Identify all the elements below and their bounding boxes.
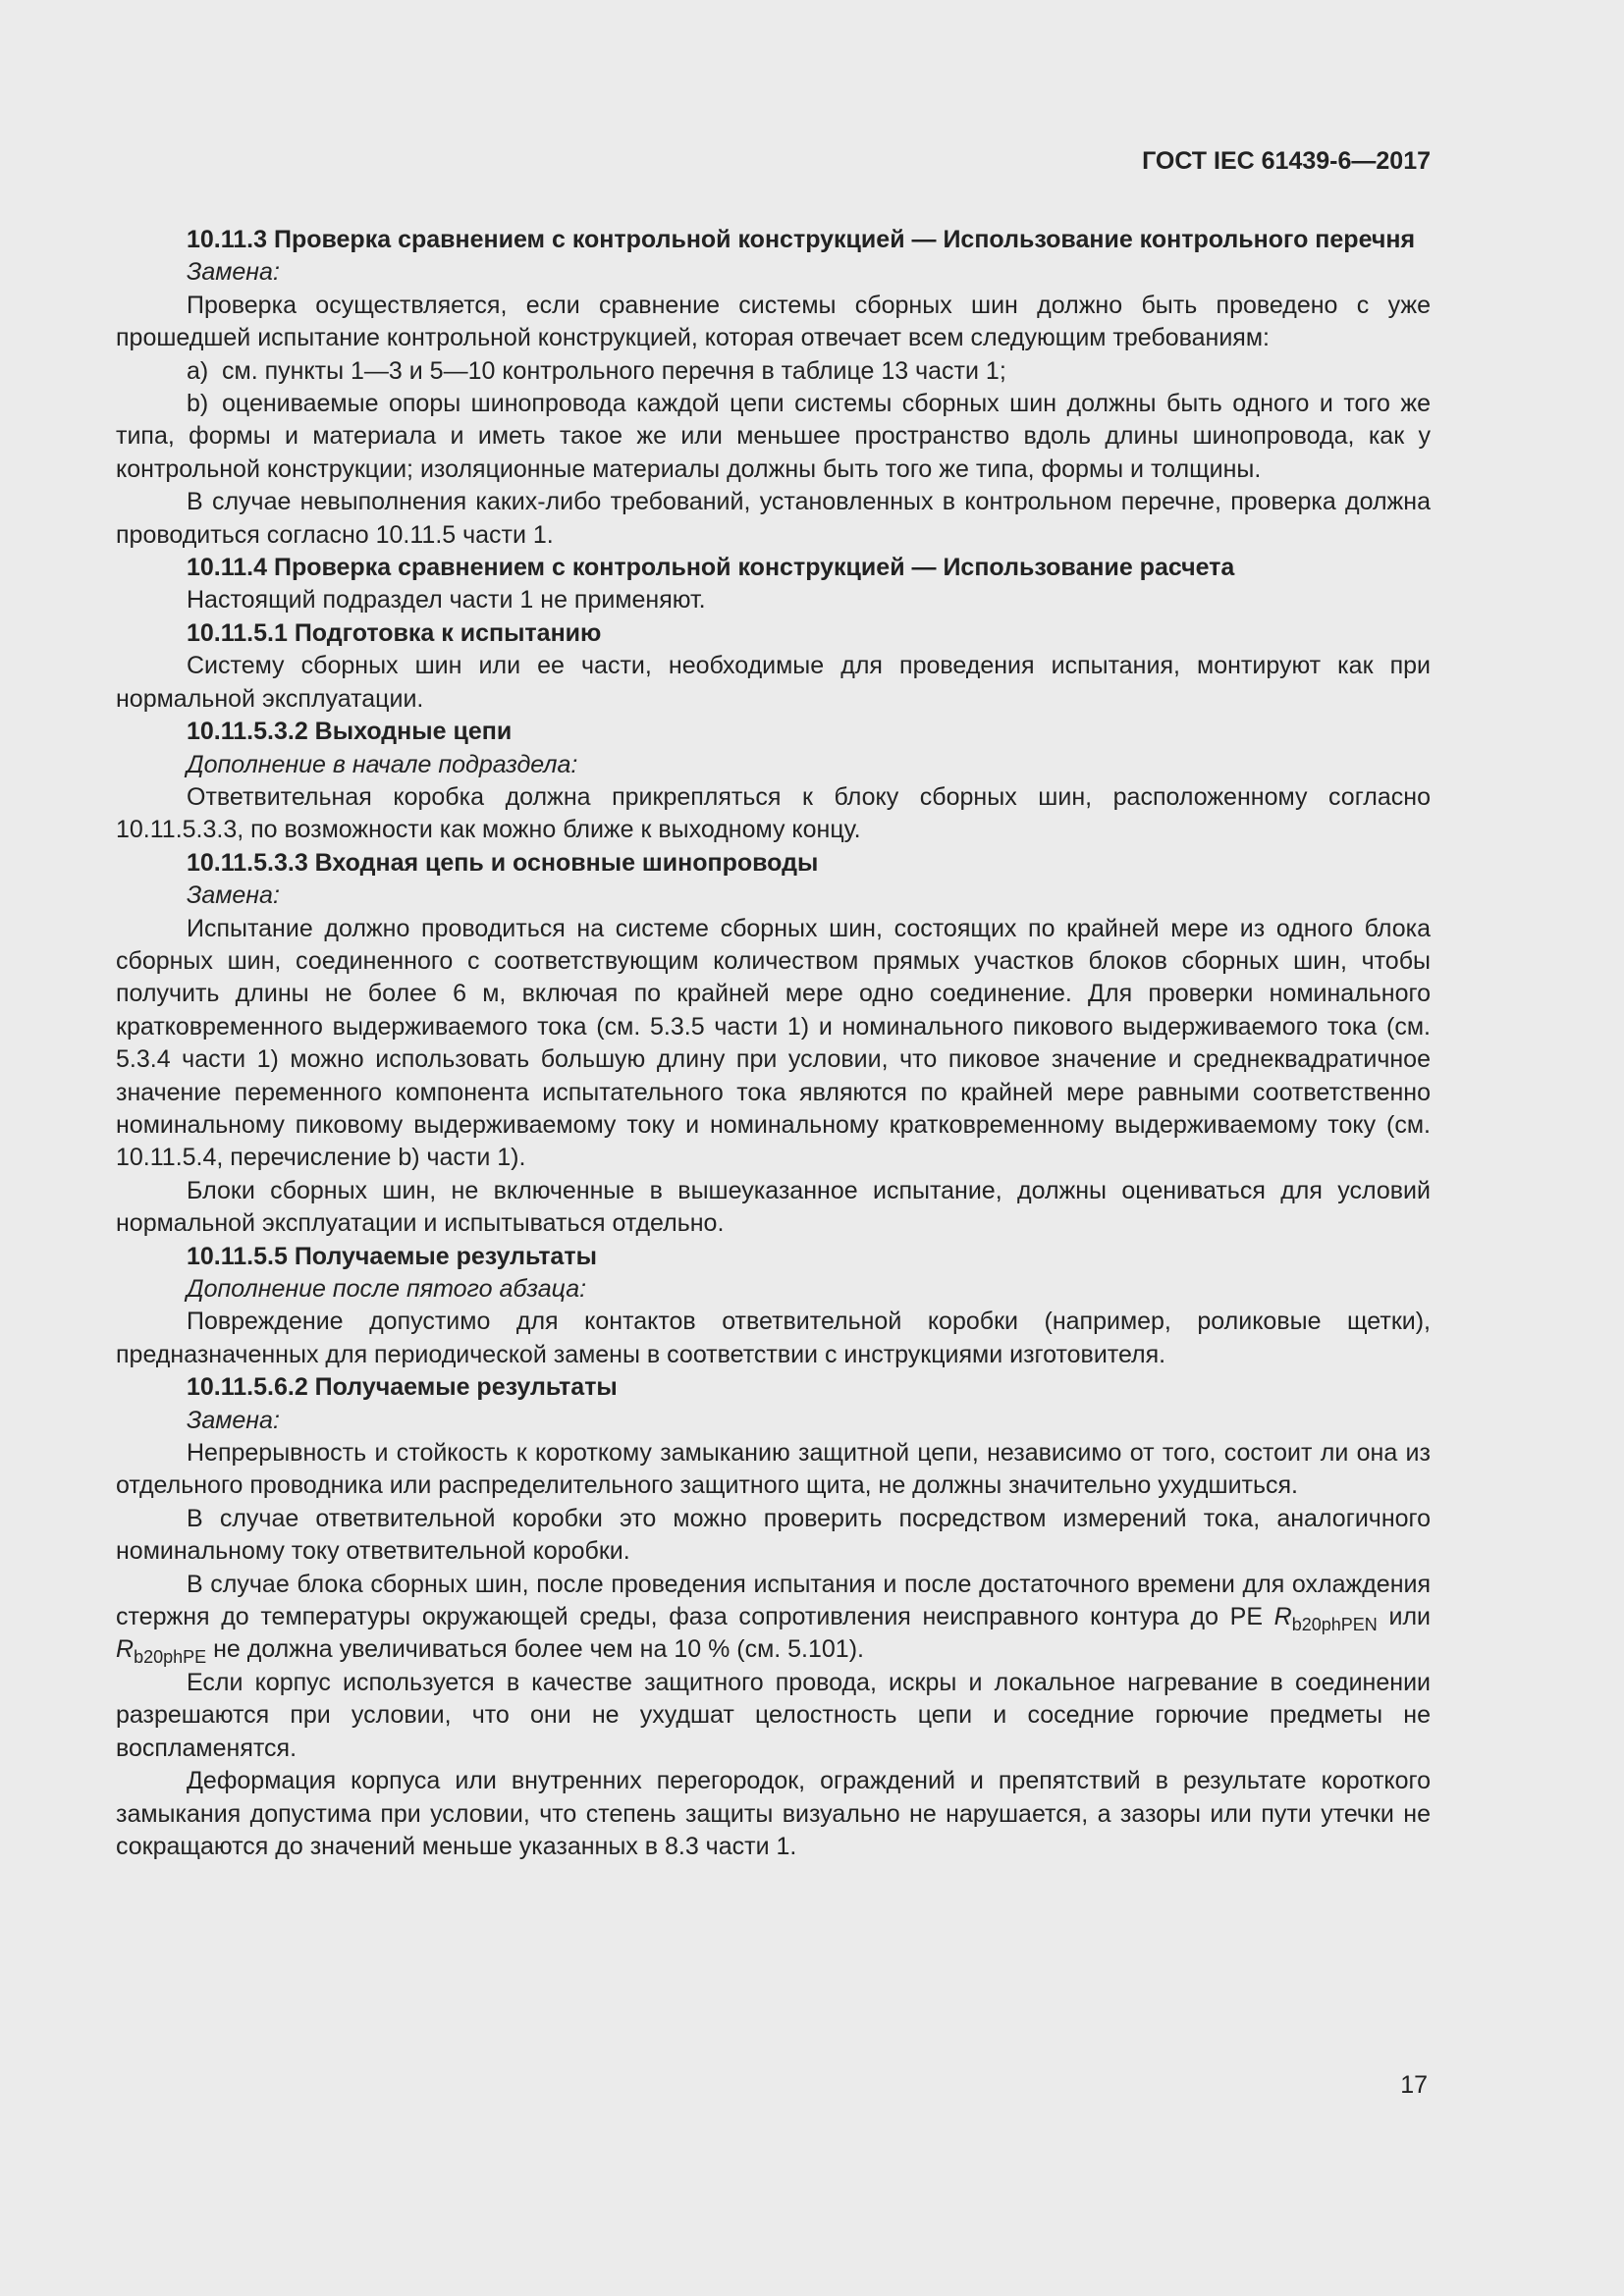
resistance-subscript: b20phPEN bbox=[1291, 1615, 1378, 1635]
page-number: 17 bbox=[1400, 2071, 1428, 2099]
section-note: Дополнение в начале подраздела: bbox=[187, 750, 578, 778]
resistance-symbol: R bbox=[116, 1635, 135, 1664]
resistance-subscript: b20phPE bbox=[134, 1647, 207, 1668]
section-note: Дополнение после пятого абзаца: bbox=[187, 1275, 587, 1303]
paragraph-text: В случае блока сборных шин, после проведения испытания и после достаточного времени для охлаждения стержня до температуры окружающей среды, фаза сопротивления неисправного контура до PE bbox=[116, 1570, 1431, 1631]
list-marker: a) bbox=[187, 356, 209, 385]
section-heading: 10.11.3 Проверка сравнением с контрольной конструкцией — Использование контрольного перечня bbox=[187, 226, 1416, 253]
paragraph: Блоки сборных шин, не включенные в вышеуказанное испытание, должны оцениваться для условий нормальной эксплуатации и испытываться отдельно. bbox=[116, 1176, 1431, 1238]
paragraph bbox=[116, 1569, 1431, 1667]
document-header: ГОСТ IEC 61439-6—2017 bbox=[1142, 147, 1431, 175]
paragraph: Непрерывность и стойкость к короткому замыканию защитной цепи, независимо от того, состоит ли она из отдельного проводника или распределительного защитного щита, не должны значительно ухудшиться. bbox=[116, 1439, 1431, 1500]
paragraph-text: не должна увеличиваться более чем на 10 % (см. 5.101). bbox=[206, 1635, 864, 1664]
section-heading: 10.11.5.3.2 Выходные цепи bbox=[187, 718, 513, 746]
paragraph: Деформация корпуса или внутренних перегородок, ограждений и препятствий в результате короткого замыкания допустима при условии, что степень защиты визуально не нарушается, а зазоры или пути утечки не сокращаются до значений меньше указанных в 8.3 части 1. bbox=[116, 1767, 1431, 1860]
section-heading: 10.11.5.5 Получаемые результаты bbox=[187, 1242, 597, 1270]
section-heading: 10.11.5.1 Подготовка к испытанию bbox=[187, 618, 602, 647]
paragraph: Систему сборных шин или ее части, необходимые для проведения испытания, монтируют как при нормальной эксплуатации. bbox=[116, 652, 1431, 713]
section-heading: 10.11.5.3.3 Входная цепь и основные шинопроводы bbox=[187, 848, 819, 877]
section-note: Замена: bbox=[187, 1406, 280, 1434]
paragraph: В случае ответвительной коробки это можно проверить посредством измерений тока, аналогичного номинальному току ответвительной коробки. bbox=[116, 1504, 1431, 1566]
list-item-text: см. пункты 1—3 и 5—10 контрольного перечня в таблице 13 части 1; bbox=[222, 356, 1006, 385]
section-heading: 10.11.4 Проверка сравнением с контрольной конструкцией — Использование расчета bbox=[187, 554, 1235, 582]
section-note: Замена: bbox=[187, 881, 280, 910]
paragraph: Повреждение допустимо для контактов ответвительной коробки (например, роликовые щетки), предназначенных для периодической замены в соответствии с инструкциями изготовителя. bbox=[116, 1308, 1431, 1368]
list-item bbox=[116, 388, 1431, 486]
paragraph: Испытание должно проводиться на системе сборных шин, состоящих по крайней мере из одного блока сборных шин, соединенного с соответствующим количеством прямых участков блоков сборных шин, чтобы получить длины не более 6 м, включая по крайней мере одно соединение. Для проверки номинального кратковременного выдерживаемого тока (см. 5.3.5 части 1) и номинального пикового выдерживаемого тока (см. 5.3.4 части 1) можно использовать большую длину при условии, что пиковое значение и среднеквадратичное значение переменного компонента испытательного тока являются по крайней мере равными соответственно номинальному пиковому выдерживаемому току и номинальному кратковременному выдерживаемому току (см. 10.11.5.4, перечисление b) части 1). bbox=[116, 914, 1431, 1172]
list-item-text: оцениваемые опоры шинопровода каждой цепи системы сборных шин должны быть одного и того же типа, формы и материала и иметь такое же или меньшее пространство вдоль длины шинопровода, как у контрольной конструкции; изоляционные материалы должны быть того же типа, формы и толщины. bbox=[116, 390, 1431, 483]
paragraph-text: или bbox=[1377, 1603, 1431, 1631]
paragraph: Если корпус используется в качестве защитного провода, искры и локальное нагревание в соединении разрешаются при условии, что они не ухудшат целостность цепи и соседние горючие предметы не воспламенятся. bbox=[116, 1668, 1431, 1762]
section-note: Замена: bbox=[187, 258, 280, 287]
list-marker: b) bbox=[187, 390, 209, 418]
paragraph: Проверка осуществляется, если сравнение системы сборных шин должно быть проведено с уже прошедшей испытание контрольной конструкцией, которая отвечает всем следующим требованиям: bbox=[116, 291, 1431, 352]
paragraph: Ответвительная коробка должна прикрепляться к блоку сборных шин, расположенному согласно 10.11.5.3.3, по возможности как можно ближе к выходному концу. bbox=[116, 782, 1431, 844]
section-heading: 10.11.5.6.2 Получаемые результаты bbox=[187, 1373, 618, 1402]
paragraph: В случае невыполнения каких-либо требований, установленных в контрольном перечне, проверка должна проводиться согласно 10.11.5 части 1. bbox=[116, 488, 1431, 549]
resistance-symbol: R bbox=[1273, 1603, 1292, 1631]
document-body bbox=[116, 224, 1431, 1863]
paragraph: Настоящий подраздел части 1 не применяют. bbox=[187, 586, 706, 614]
list-item bbox=[116, 355, 1431, 388]
